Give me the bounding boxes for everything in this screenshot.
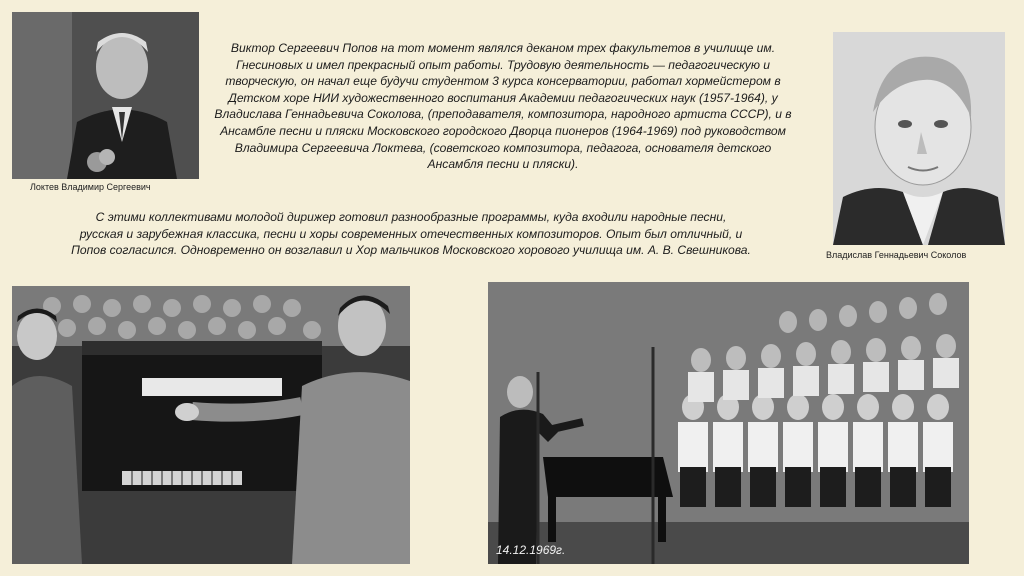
- paragraph-line: С этими коллективами молодой дирижер готовил разнообразные программы, куда входили народные песни,: [95, 210, 727, 224]
- paragraph-line: русская и зарубежная классика, песни и хоры современных отечественных композиторов. Опыт был отличный, и: [79, 226, 743, 241]
- paragraph-popov-biography: Виктор Сергеевич Попов на тот момент являлся деканом трех факультетов в училище им. Гнесиновых и имел прекрасный опыт работы. Трудовую деятельность — педагогическую и творческую, он начал еще будучи студентом 3 курса консерватории, работал хормейстером в Детском хоре НИИ художественного воспитания Академии педагогических наук (1957-1964), у Владислава Геннадьевича Соколова, (преподавателя, композитора, народного артиста СССР), и в Ансамбле песни и пляски Московского городского Дворца пионеров (1964-1969) под руководством Владимира Сергеевича Локтева, (советского композитора, педагога, основателя детского Ансамбля песни и пляски).: [214, 41, 792, 172]
- paragraph-line: Попов согласился. Одновременно он возглавил и Хор мальчиков Московского хорового училища им. А. В. Свешникова.: [71, 243, 751, 258]
- sokolov-portrait-photo: [833, 32, 1005, 245]
- loktev-portrait-photo: [12, 12, 199, 179]
- sokolov-caption: Владислав Геннадьевич Соколов: [826, 250, 967, 260]
- photo-date-stamp: 14.12.1969г.: [496, 543, 566, 557]
- paragraph-collectives: [16, 209, 806, 259]
- choir-performance-photo: [488, 282, 969, 564]
- piano-rehearsal-photo: [12, 286, 410, 564]
- loktev-caption: Локтев Владимир Сергеевич: [30, 182, 151, 192]
